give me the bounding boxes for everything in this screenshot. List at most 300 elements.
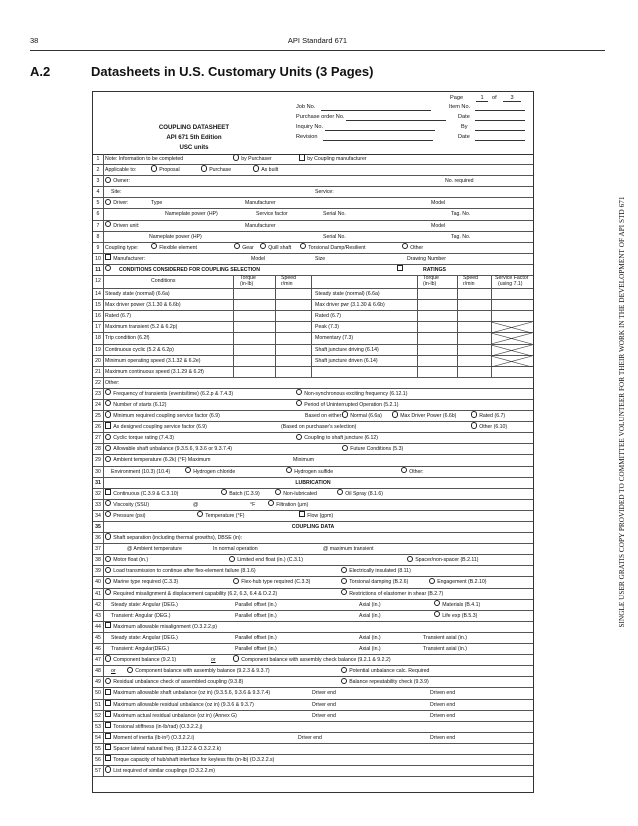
radio-icon[interactable] bbox=[233, 578, 239, 584]
date-label-2: Date bbox=[458, 134, 470, 140]
row-number: 22 bbox=[93, 378, 104, 388]
column-divider bbox=[417, 300, 418, 310]
field-label bbox=[105, 378, 119, 389]
field-text: Service factor bbox=[256, 211, 288, 218]
radio-icon[interactable] bbox=[392, 411, 398, 417]
column-divider bbox=[311, 311, 312, 321]
field-label bbox=[105, 356, 200, 367]
radio-icon[interactable] bbox=[127, 667, 133, 673]
field-label bbox=[315, 322, 339, 333]
datasheet-row bbox=[93, 254, 533, 265]
field-label[interactable] bbox=[105, 422, 207, 433]
field-label[interactable] bbox=[105, 455, 210, 466]
column-divider bbox=[457, 367, 458, 377]
datasheet-row bbox=[93, 433, 533, 444]
radio-icon[interactable] bbox=[105, 177, 111, 183]
field-text: Coupling to shaft juncture (6.12) bbox=[304, 435, 379, 442]
checkbox-icon[interactable] bbox=[299, 154, 305, 160]
field-label[interactable] bbox=[197, 511, 244, 522]
row-number: 40 bbox=[93, 577, 104, 587]
field-text: Model bbox=[251, 255, 266, 262]
field-label[interactable] bbox=[268, 500, 308, 511]
field-text: Life exp (B.5.3) bbox=[442, 612, 478, 619]
radio-icon[interactable] bbox=[341, 567, 347, 573]
row-number: 54 bbox=[93, 733, 104, 743]
radio-icon[interactable] bbox=[402, 243, 408, 249]
field-label[interactable] bbox=[151, 165, 180, 176]
column-divider bbox=[417, 289, 418, 299]
radio-icon[interactable] bbox=[268, 500, 274, 506]
field-label[interactable] bbox=[341, 677, 429, 688]
field-label[interactable] bbox=[105, 411, 220, 422]
field-text: Electrically insulated (8.11) bbox=[349, 568, 411, 575]
row-number: 41 bbox=[93, 589, 104, 599]
datasheet-row bbox=[93, 311, 533, 322]
field-text: Parallel offset (in.) bbox=[235, 612, 277, 619]
field-text: Axial (in.) bbox=[359, 646, 381, 653]
field-text: Restrictions of elastomer in shear (B.2.7) bbox=[349, 590, 444, 597]
field-text: Driver end bbox=[298, 734, 322, 741]
field-label[interactable] bbox=[233, 577, 310, 588]
field-label[interactable] bbox=[299, 154, 367, 165]
date-field-2[interactable] bbox=[475, 134, 525, 141]
radio-icon[interactable] bbox=[105, 678, 111, 684]
checkbox-icon[interactable] bbox=[105, 254, 111, 260]
radio-icon[interactable] bbox=[341, 667, 347, 673]
radio-icon[interactable] bbox=[105, 500, 111, 506]
field-label[interactable] bbox=[151, 243, 197, 254]
field-text: Type bbox=[151, 200, 163, 207]
field-label[interactable] bbox=[275, 489, 317, 500]
field-text: (Based on purchaser's selection) bbox=[281, 424, 357, 431]
datasheet-row bbox=[93, 500, 533, 511]
radio-icon[interactable] bbox=[286, 467, 292, 473]
field-label bbox=[359, 600, 381, 611]
field-label[interactable] bbox=[105, 555, 148, 566]
field-text: Driven end bbox=[430, 701, 456, 708]
field-label[interactable] bbox=[105, 700, 254, 711]
field-label[interactable] bbox=[471, 422, 507, 433]
field-label[interactable] bbox=[341, 566, 411, 577]
field-label[interactable] bbox=[407, 555, 479, 566]
column-divider bbox=[275, 367, 276, 377]
field-text: Torque capacity of hub/shaft interface for keyless fits (in-lb) (O.3.2.2.s) bbox=[113, 756, 275, 763]
field-text: Driven end bbox=[430, 734, 456, 741]
field-label[interactable] bbox=[397, 265, 405, 276]
of-value: 3 bbox=[503, 95, 521, 102]
row-number: 12 bbox=[93, 276, 104, 288]
field-label[interactable] bbox=[105, 711, 237, 722]
field-label bbox=[256, 209, 288, 220]
field-text: Applicable to: bbox=[105, 167, 137, 174]
field-label[interactable] bbox=[105, 444, 232, 455]
checkbox-icon[interactable] bbox=[299, 511, 305, 517]
field-text: Potential unbalance calc. Required bbox=[349, 668, 430, 675]
field-text: Component balance with assembly balance (9.2.3 & 9.3.7) bbox=[135, 668, 270, 675]
cross-out-icon bbox=[491, 322, 532, 333]
radio-icon[interactable] bbox=[429, 578, 435, 584]
radio-icon[interactable] bbox=[105, 434, 111, 440]
field-label[interactable] bbox=[105, 176, 130, 187]
checkbox-icon[interactable] bbox=[105, 622, 111, 628]
by-field[interactable] bbox=[475, 124, 525, 131]
field-label[interactable] bbox=[434, 611, 477, 622]
datasheet-row bbox=[93, 187, 533, 198]
radio-icon[interactable] bbox=[105, 265, 111, 271]
field-text: Serial No. bbox=[323, 211, 346, 218]
checkbox-icon[interactable] bbox=[105, 755, 111, 761]
column-divider bbox=[275, 300, 276, 310]
radio-icon[interactable] bbox=[151, 165, 157, 171]
header-rule bbox=[30, 50, 605, 51]
field-label[interactable] bbox=[300, 243, 366, 254]
row-number: 49 bbox=[93, 677, 104, 687]
datasheet-row bbox=[93, 154, 533, 165]
field-label bbox=[305, 411, 343, 422]
field-label bbox=[235, 644, 277, 655]
checkbox-icon[interactable] bbox=[397, 265, 403, 271]
field-label bbox=[315, 300, 385, 311]
field-label bbox=[105, 289, 170, 300]
field-label[interactable] bbox=[105, 766, 215, 777]
field-text: r/min bbox=[463, 281, 475, 288]
field-label[interactable] bbox=[105, 265, 113, 276]
field-label[interactable] bbox=[105, 622, 217, 633]
field-label[interactable] bbox=[105, 677, 243, 688]
checkbox-icon[interactable] bbox=[105, 711, 111, 717]
field-label bbox=[315, 254, 325, 265]
column-divider bbox=[457, 333, 458, 343]
field-label bbox=[105, 333, 150, 344]
field-label bbox=[151, 198, 162, 209]
field-text: Temperature (°F) bbox=[205, 512, 245, 519]
radio-icon[interactable] bbox=[105, 456, 111, 462]
datasheet-row bbox=[93, 444, 533, 455]
field-text: As designed coupling service factor (6.9) bbox=[113, 424, 207, 431]
field-label[interactable] bbox=[105, 400, 167, 411]
field-text: Normal (6.6a) bbox=[350, 413, 382, 420]
radio-icon[interactable] bbox=[201, 165, 207, 171]
field-label bbox=[235, 611, 277, 622]
field-text: (in-lb) bbox=[240, 281, 254, 288]
purchase-order-field[interactable] bbox=[346, 114, 446, 121]
field-label[interactable] bbox=[105, 722, 202, 733]
radio-icon[interactable] bbox=[105, 411, 111, 417]
field-text: Momentary (7.3) bbox=[315, 335, 354, 342]
column-divider bbox=[311, 322, 312, 332]
field-label[interactable] bbox=[105, 389, 233, 400]
field-label[interactable] bbox=[105, 755, 274, 766]
field-text: Driver end bbox=[312, 690, 336, 697]
radio-icon[interactable] bbox=[105, 221, 111, 227]
field-label[interactable] bbox=[105, 533, 242, 544]
radio-icon[interactable] bbox=[105, 567, 111, 573]
datasheet-row bbox=[93, 577, 533, 588]
radio-icon[interactable] bbox=[234, 243, 240, 249]
radio-icon[interactable] bbox=[105, 400, 111, 406]
field-label[interactable] bbox=[185, 467, 235, 478]
datasheet-row bbox=[93, 389, 533, 400]
radio-icon[interactable] bbox=[341, 578, 347, 584]
field-text: Torsional damping (B.2.6) bbox=[349, 579, 409, 586]
field-label[interactable] bbox=[105, 688, 270, 699]
field-label[interactable] bbox=[299, 511, 333, 522]
datasheet-row bbox=[93, 589, 533, 600]
datasheet-row bbox=[93, 755, 533, 766]
column-divider bbox=[233, 333, 234, 343]
row-number: 55 bbox=[93, 744, 104, 754]
radio-icon[interactable] bbox=[471, 411, 477, 417]
radio-icon[interactable] bbox=[471, 422, 477, 428]
radio-icon[interactable] bbox=[105, 589, 111, 595]
radio-icon[interactable] bbox=[105, 766, 111, 772]
field-label bbox=[423, 644, 467, 655]
radio-icon[interactable] bbox=[260, 243, 266, 249]
row-number: 39 bbox=[93, 566, 104, 576]
revision-field[interactable] bbox=[323, 134, 433, 141]
field-text: Maximum allowable residual unbalance (oz in) (9.3.6 & 9.3.7) bbox=[113, 701, 254, 708]
radio-icon[interactable] bbox=[253, 165, 259, 171]
radio-icon[interactable] bbox=[337, 489, 343, 495]
field-label[interactable] bbox=[201, 165, 231, 176]
radio-icon[interactable] bbox=[105, 533, 111, 539]
field-label[interactable] bbox=[286, 467, 333, 478]
row-number: 27 bbox=[93, 433, 104, 443]
checkbox-icon[interactable] bbox=[105, 722, 111, 728]
field-label[interactable] bbox=[402, 243, 423, 254]
field-label[interactable] bbox=[105, 433, 174, 444]
job-no-field[interactable] bbox=[321, 104, 431, 111]
cross-out-icon bbox=[491, 333, 532, 344]
field-label[interactable] bbox=[296, 433, 378, 444]
radio-icon[interactable] bbox=[105, 578, 111, 584]
row-number: 23 bbox=[93, 389, 104, 399]
column-divider bbox=[417, 367, 418, 377]
field-label[interactable] bbox=[429, 577, 487, 588]
page-number: 38 bbox=[30, 36, 39, 45]
field-label[interactable] bbox=[105, 489, 178, 500]
row-number: 56 bbox=[93, 755, 104, 765]
row-number: 26 bbox=[93, 422, 104, 432]
field-text: Viscosity (SSU) bbox=[113, 501, 150, 508]
field-label[interactable] bbox=[105, 500, 149, 511]
field-text: Maximum transient (5.2 & 6.2p) bbox=[105, 324, 178, 331]
radio-icon[interactable] bbox=[151, 243, 157, 249]
radio-icon[interactable] bbox=[434, 600, 440, 606]
field-label[interactable] bbox=[221, 489, 260, 500]
checkbox-icon[interactable] bbox=[105, 700, 111, 706]
radio-icon[interactable] bbox=[275, 489, 281, 495]
datasheet-row bbox=[93, 165, 533, 176]
field-text: by Purchaser bbox=[241, 156, 272, 162]
column-divider bbox=[311, 289, 312, 299]
field-label[interactable] bbox=[337, 489, 383, 500]
field-label[interactable] bbox=[341, 589, 443, 600]
radio-icon[interactable] bbox=[105, 655, 111, 661]
field-label[interactable] bbox=[105, 511, 145, 522]
row-number: 53 bbox=[93, 722, 104, 732]
field-label[interactable] bbox=[296, 400, 398, 411]
row-number: 7 bbox=[93, 221, 104, 231]
field-label[interactable] bbox=[229, 555, 303, 566]
field-label[interactable] bbox=[234, 243, 254, 254]
field-label bbox=[312, 711, 336, 722]
field-text: Future Conditions (5.3) bbox=[350, 446, 404, 453]
column-divider bbox=[275, 345, 276, 355]
sheet-units: USC units bbox=[179, 144, 209, 151]
field-text: Max driver pwr (3.1.30 & 6.6b) bbox=[315, 302, 385, 309]
radio-icon[interactable] bbox=[342, 411, 348, 417]
purchase-order-label: Purchase order No. bbox=[296, 114, 345, 120]
field-text: @ maximum transient bbox=[323, 546, 374, 553]
checkbox-icon[interactable] bbox=[105, 422, 111, 428]
field-label bbox=[251, 254, 265, 265]
datasheet-row bbox=[93, 722, 533, 733]
field-text: Conditions bbox=[151, 278, 176, 285]
field-text: Transient axial (in.) bbox=[423, 634, 467, 641]
radio-icon[interactable] bbox=[342, 445, 348, 451]
column-divider bbox=[275, 322, 276, 332]
item-no-field[interactable] bbox=[475, 104, 525, 111]
field-label bbox=[315, 333, 353, 344]
field-label bbox=[151, 277, 176, 285]
field-label bbox=[165, 209, 218, 220]
field-label[interactable] bbox=[105, 566, 256, 577]
radio-icon[interactable] bbox=[341, 678, 347, 684]
field-label bbox=[93, 478, 533, 489]
field-text: Driver: bbox=[113, 200, 129, 207]
row-number: 18 bbox=[93, 333, 104, 343]
field-text: Hydrogen sulfide bbox=[294, 468, 334, 475]
field-label[interactable] bbox=[434, 600, 480, 611]
field-label[interactable] bbox=[342, 444, 403, 455]
inquiry-field[interactable] bbox=[325, 124, 435, 131]
field-label[interactable] bbox=[253, 165, 278, 176]
field-label bbox=[423, 633, 467, 644]
field-text: Other bbox=[410, 244, 424, 251]
field-text: Filtration (μm) bbox=[276, 501, 309, 508]
radio-icon[interactable] bbox=[197, 511, 203, 517]
checkbox-icon[interactable] bbox=[105, 744, 111, 750]
field-text: RATINGS bbox=[423, 266, 446, 273]
column-divider bbox=[417, 333, 418, 343]
radio-icon[interactable] bbox=[105, 556, 111, 562]
side-watermark-text: SINGLE USER GRATIS COPY PROVIDED TO COMMITTEE VOLUNTEER FOR THEIR WORK IN THE DEVELOPMENT OF API STD 671 bbox=[618, 196, 626, 628]
field-label[interactable] bbox=[233, 655, 391, 666]
row-number: 21 bbox=[93, 367, 104, 377]
datasheet-row bbox=[93, 300, 533, 311]
field-label[interactable] bbox=[105, 577, 178, 588]
datasheet-row bbox=[93, 633, 533, 644]
field-label[interactable] bbox=[296, 389, 407, 400]
field-label bbox=[105, 243, 138, 254]
column-divider bbox=[233, 300, 234, 310]
field-text: Cyclic torque rating (7.4.3) bbox=[113, 435, 175, 442]
field-label[interactable] bbox=[260, 243, 291, 254]
field-label bbox=[445, 176, 474, 187]
datasheet-row bbox=[93, 489, 533, 500]
field-text: Marine type required (C.3.3) bbox=[113, 579, 179, 586]
field-text: Number of starts (6.12) bbox=[113, 401, 167, 408]
radio-icon[interactable] bbox=[105, 511, 111, 517]
field-label[interactable] bbox=[105, 589, 277, 600]
radio-icon[interactable] bbox=[221, 489, 227, 495]
datasheet-row bbox=[93, 209, 533, 220]
field-label bbox=[245, 221, 276, 232]
radio-icon[interactable] bbox=[434, 611, 440, 617]
row-number: 3 bbox=[93, 176, 104, 186]
radio-icon[interactable] bbox=[105, 199, 111, 205]
radio-icon[interactable] bbox=[229, 556, 235, 562]
field-label[interactable] bbox=[401, 467, 424, 478]
row-number: 37 bbox=[93, 544, 104, 554]
column-divider bbox=[457, 311, 458, 321]
row-number: 45 bbox=[93, 633, 104, 643]
column-divider bbox=[311, 356, 312, 366]
field-label[interactable] bbox=[105, 198, 128, 209]
radio-icon[interactable] bbox=[185, 467, 191, 473]
field-text: Residual unbalance check of assembled coupling (9.3.8) bbox=[113, 679, 244, 686]
datasheet-row bbox=[93, 411, 533, 422]
checkbox-icon[interactable] bbox=[105, 733, 111, 739]
row-number: 51 bbox=[93, 700, 104, 710]
field-label bbox=[315, 345, 379, 356]
field-label[interactable] bbox=[105, 733, 194, 744]
row-number: 16 bbox=[93, 311, 104, 321]
checkbox-icon[interactable] bbox=[105, 689, 111, 695]
field-label[interactable] bbox=[342, 411, 382, 422]
field-label[interactable] bbox=[471, 411, 505, 422]
row-number: 29 bbox=[93, 455, 104, 465]
field-text: or bbox=[111, 668, 116, 675]
field-text: Allowable shaft unbalance (9.3.5.6, 9.3.6 or 9.3.7.4) bbox=[113, 446, 233, 453]
field-label[interactable] bbox=[105, 221, 139, 232]
radio-icon[interactable] bbox=[401, 467, 407, 473]
radio-icon[interactable] bbox=[341, 589, 347, 595]
field-label[interactable] bbox=[341, 666, 429, 677]
field-text: Trip condition (6.2f) bbox=[105, 335, 150, 342]
radio-icon[interactable] bbox=[296, 389, 302, 395]
radio-icon[interactable] bbox=[233, 154, 239, 160]
date-field-1[interactable] bbox=[475, 114, 525, 121]
radio-icon[interactable] bbox=[105, 445, 111, 451]
field-label[interactable] bbox=[392, 411, 456, 422]
column-divider bbox=[311, 276, 312, 288]
row-number: 6 bbox=[93, 209, 104, 219]
radio-icon[interactable] bbox=[407, 556, 413, 562]
field-label bbox=[235, 600, 277, 611]
field-label[interactable] bbox=[341, 577, 408, 588]
field-label[interactable] bbox=[105, 655, 176, 666]
radio-icon[interactable] bbox=[105, 389, 111, 395]
field-label[interactable] bbox=[105, 744, 221, 755]
row-number: 10 bbox=[93, 254, 104, 264]
field-text: Manufacturer bbox=[245, 222, 276, 229]
radio-icon[interactable] bbox=[300, 243, 306, 249]
radio-icon[interactable] bbox=[296, 434, 302, 440]
field-text: (using 7.1) bbox=[498, 281, 523, 288]
column-divider bbox=[417, 322, 418, 332]
radio-icon[interactable] bbox=[296, 400, 302, 406]
datasheet-row bbox=[93, 733, 533, 744]
radio-icon[interactable] bbox=[233, 655, 239, 661]
checkbox-icon[interactable] bbox=[105, 489, 111, 495]
field-text: Note: Information to be completed bbox=[105, 156, 184, 162]
field-text: @ Ambient temperature bbox=[127, 546, 182, 553]
field-label[interactable] bbox=[105, 254, 145, 265]
field-label[interactable] bbox=[127, 666, 270, 677]
field-label[interactable] bbox=[233, 154, 272, 165]
